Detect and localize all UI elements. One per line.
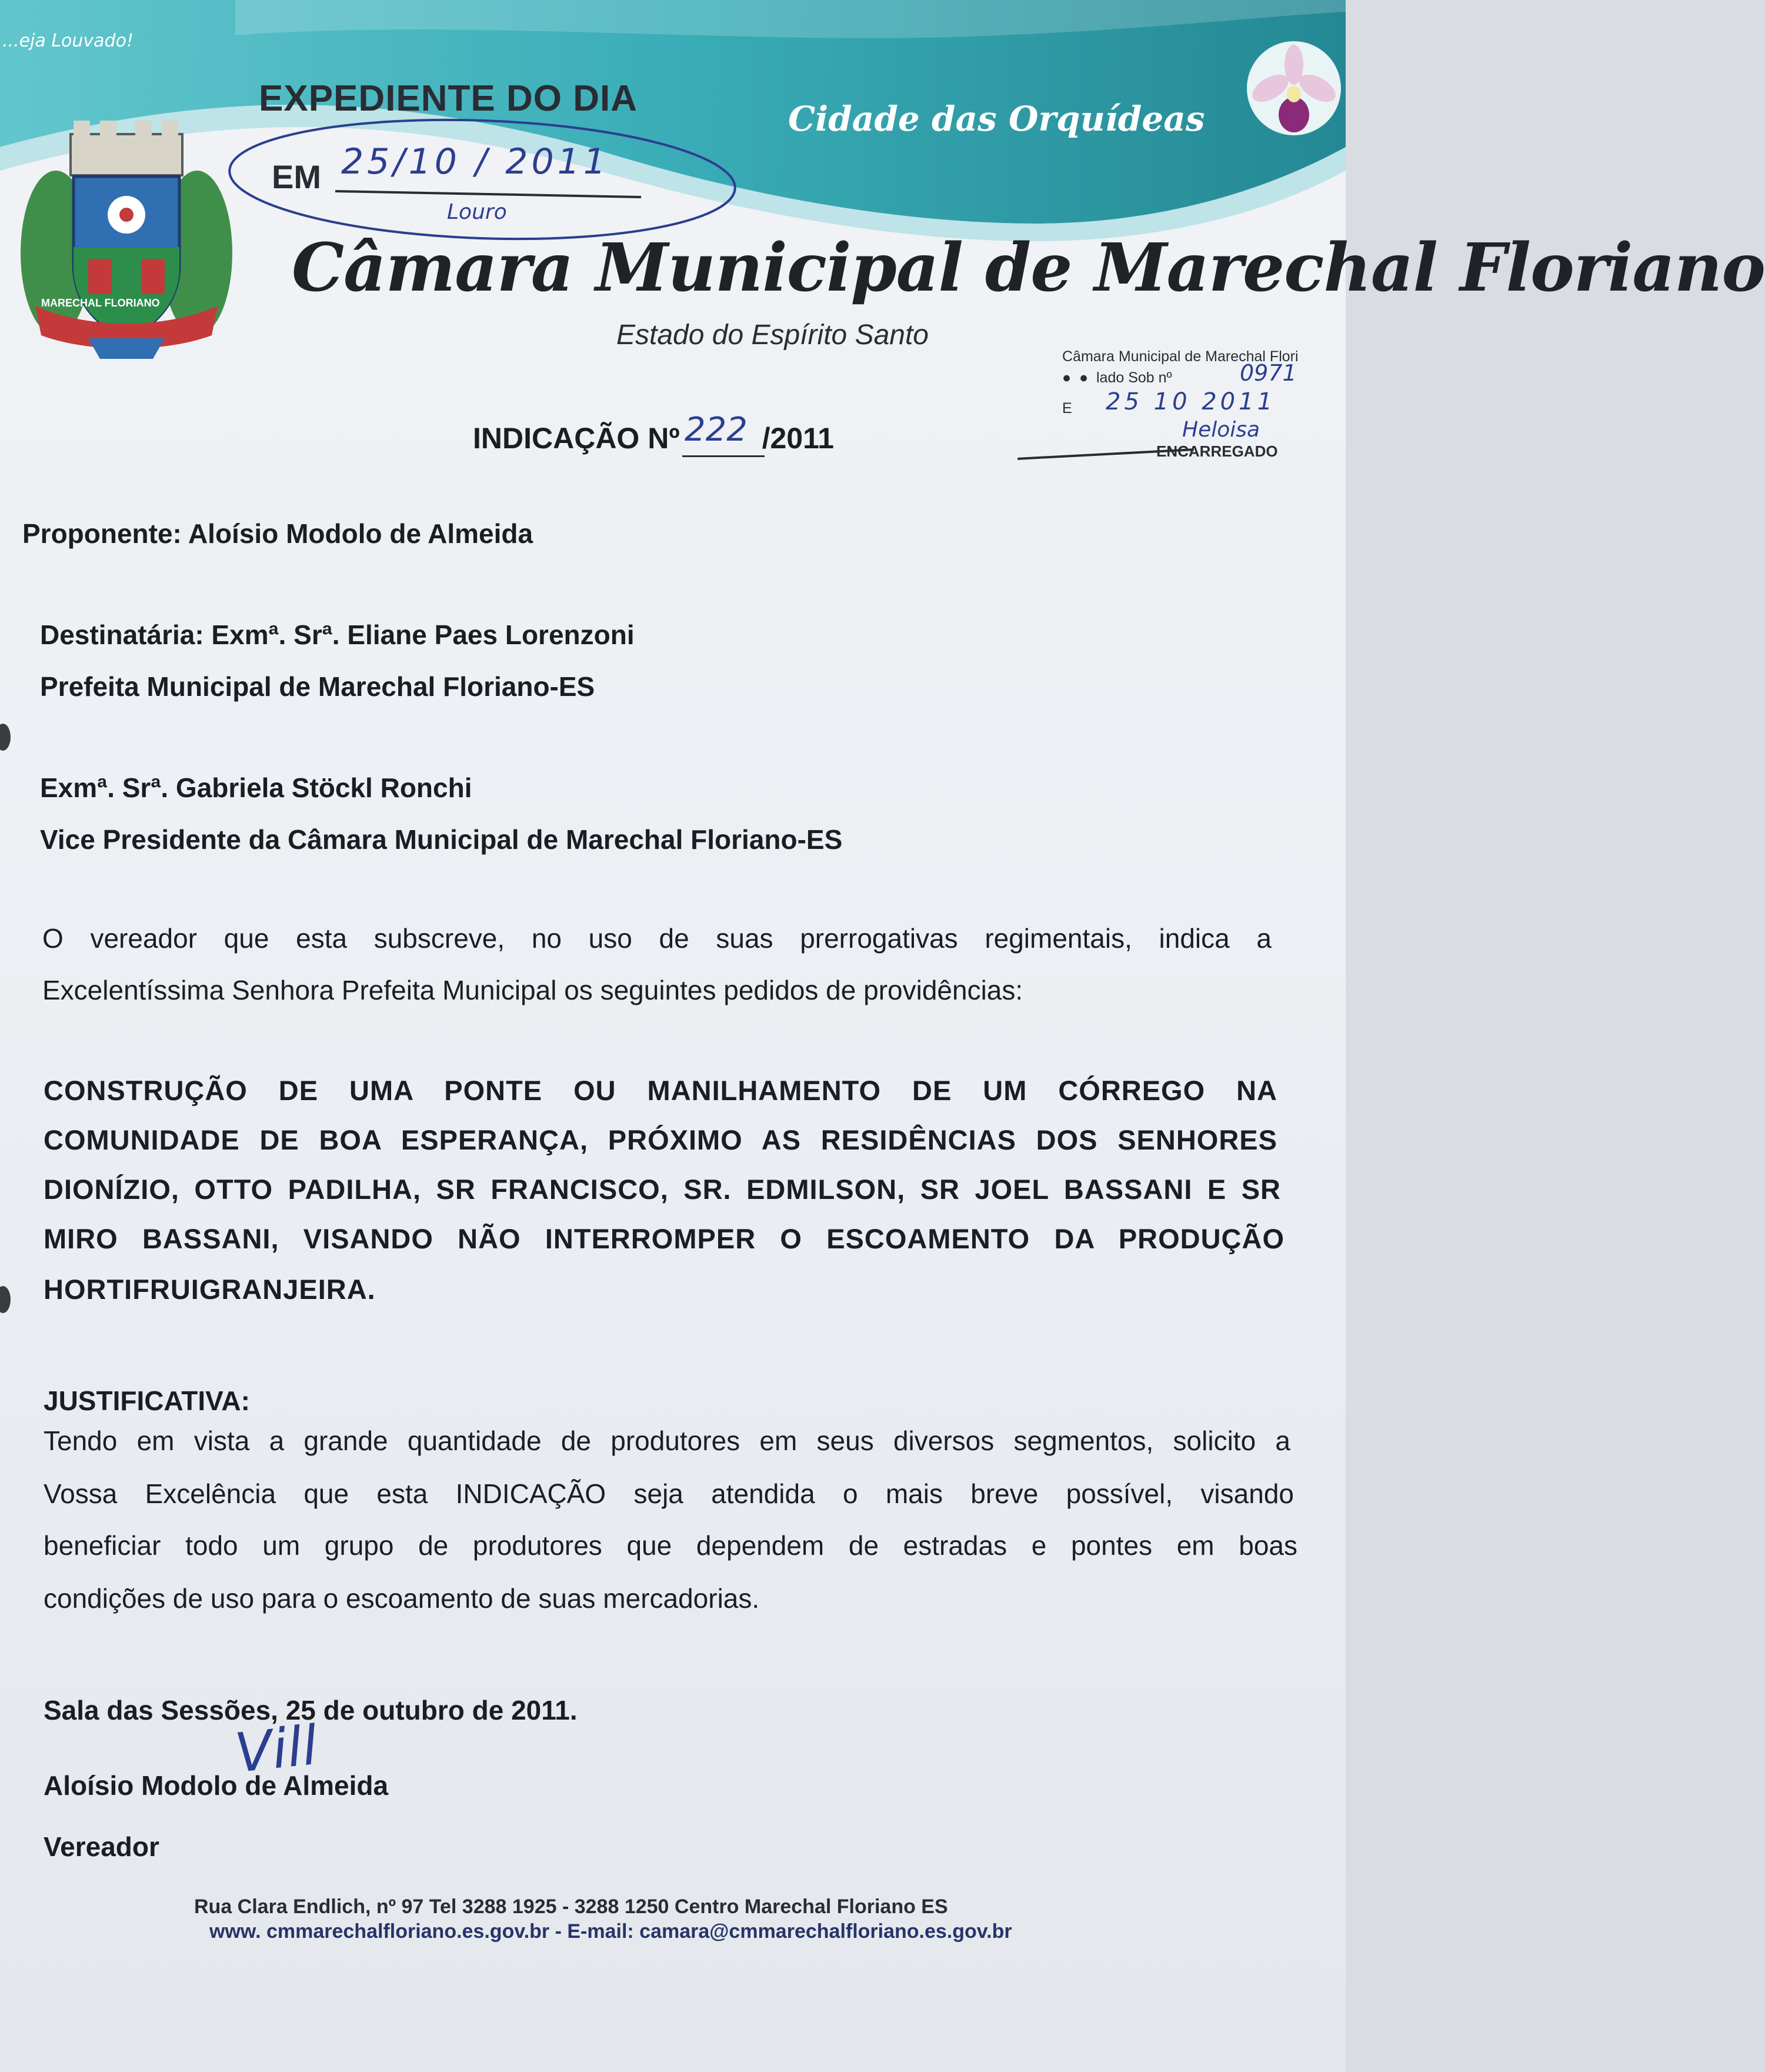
expediente-label: EXPEDIENTE DO DIA bbox=[259, 78, 638, 119]
slogan: Cidade das Orquídeas bbox=[788, 99, 1205, 139]
em-signature-handwritten: Louro bbox=[447, 200, 507, 224]
footer-web-email: www. cmmarechalfloriano.es.gov.br - E-mail: camara@cmmarechalfloriano.es.gov.br bbox=[209, 1920, 1012, 1943]
coat-of-arms-ribbon-text: MARECHAL FLORIANO bbox=[41, 297, 160, 309]
copy-line-1: Exmª. Srª. Gabriela Stöckl Ronchi bbox=[40, 772, 472, 803]
em-date-handwritten: 25/10 / 2011 bbox=[341, 141, 609, 182]
footer-address: Rua Clara Endlich, nº 97 Tel 3288 1925 - 3288 1250 Centro Marechal Floriano ES bbox=[194, 1896, 948, 1918]
intro-line-2: Excelentíssima Senhora Prefeita Municipal os seguintes pedidos de providências: bbox=[42, 975, 1023, 1005]
stamp-protocol-number: 0971 bbox=[1240, 360, 1297, 386]
punch-hole-top bbox=[0, 724, 11, 751]
em-label: EM bbox=[272, 158, 321, 195]
title-prefix: INDICAÇÃO Nº bbox=[473, 422, 680, 455]
request-line-1: CONSTRUÇÃO DE UMA PONTE OU MANILHAMENTO DE UM CÓRREGO NA bbox=[44, 1075, 1277, 1106]
signer-name: Aloísio Modolo de Almeida bbox=[44, 1770, 389, 1801]
intro-line-1: O vereador que esta subscreve, no uso de suas prerrogativas regimentais, indica a bbox=[42, 923, 1272, 954]
stamp-date-value: 25 10 2011 bbox=[1106, 388, 1276, 415]
stamp-protocol-label: ● ● lado Sob nº bbox=[1062, 369, 1172, 386]
justification-line-3: beneficiar todo um grupo de produtores que dependem de estradas e pontes em boas bbox=[44, 1530, 1297, 1561]
orchid-icon bbox=[1247, 41, 1341, 135]
justification-line-1: Tendo em vista a grande quantidade de produtores em seus diversos segmentos, solicito a bbox=[44, 1425, 1290, 1456]
document-number: 222 bbox=[685, 411, 748, 449]
number-underline bbox=[682, 455, 765, 457]
institution-title: Câmara Municipal de Marechal Floriano bbox=[292, 229, 1765, 307]
stamp-date-label: E bbox=[1062, 400, 1072, 417]
signature-rubric: Vill bbox=[232, 1713, 321, 1785]
stamp-signature: Heloisa bbox=[1182, 418, 1260, 442]
document-title bbox=[473, 421, 834, 455]
stamp-title: Câmara Municipal de Marechal Flori bbox=[1062, 348, 1299, 365]
stamp-role: ENCARREGADO bbox=[1156, 442, 1278, 460]
place-date: Sala das Sessões, 25 de outubro de 2011. bbox=[44, 1695, 578, 1725]
request-line-5: HORTIFRUIGRANJEIRA. bbox=[44, 1274, 376, 1305]
proponent: Proponente: Aloísio Modolo de Almeida bbox=[22, 518, 533, 549]
recipient-line-1: Destinatária: Exmª. Srª. Eliane Paes Lorenzoni bbox=[40, 619, 635, 650]
signer-role: Vereador bbox=[44, 1831, 159, 1862]
request-line-3: DIONÍZIO, OTTO PADILHA, SR FRANCISCO, SR. EDMILSON, SR JOEL BASSANI E SR bbox=[44, 1174, 1281, 1205]
copy-line-2: Vice Presidente da Câmara Municipal de Marechal Floriano-ES bbox=[40, 824, 843, 855]
corner-script: ...eja Louvado! bbox=[2, 31, 134, 51]
punch-hole-bottom bbox=[0, 1286, 11, 1313]
recipient-line-2: Prefeita Municipal de Marechal Floriano-ES bbox=[40, 671, 595, 702]
justification-line-4: condições de uso para o escoamento de suas mercadorias. bbox=[44, 1583, 760, 1614]
request-line-4: MIRO BASSANI, VISANDO NÃO INTERROMPER O ESCOAMENTO DA PRODUÇÃO bbox=[44, 1223, 1284, 1254]
stamp-protocol-label-text: lado Sob nº bbox=[1096, 369, 1172, 386]
justification-line-2: Vossa Excelência que esta INDICAÇÃO seja atendida o mais breve possível, visando bbox=[44, 1478, 1294, 1509]
state-subtitle: Estado do Espírito Santo bbox=[616, 319, 929, 351]
request-line-2: COMUNIDADE DE BOA ESPERANÇA, PRÓXIMO AS RESIDÊNCIAS DOS SENHORES bbox=[44, 1124, 1277, 1155]
title-suffix: /2011 bbox=[762, 422, 834, 455]
justification-heading: JUSTIFICATIVA: bbox=[44, 1385, 250, 1416]
